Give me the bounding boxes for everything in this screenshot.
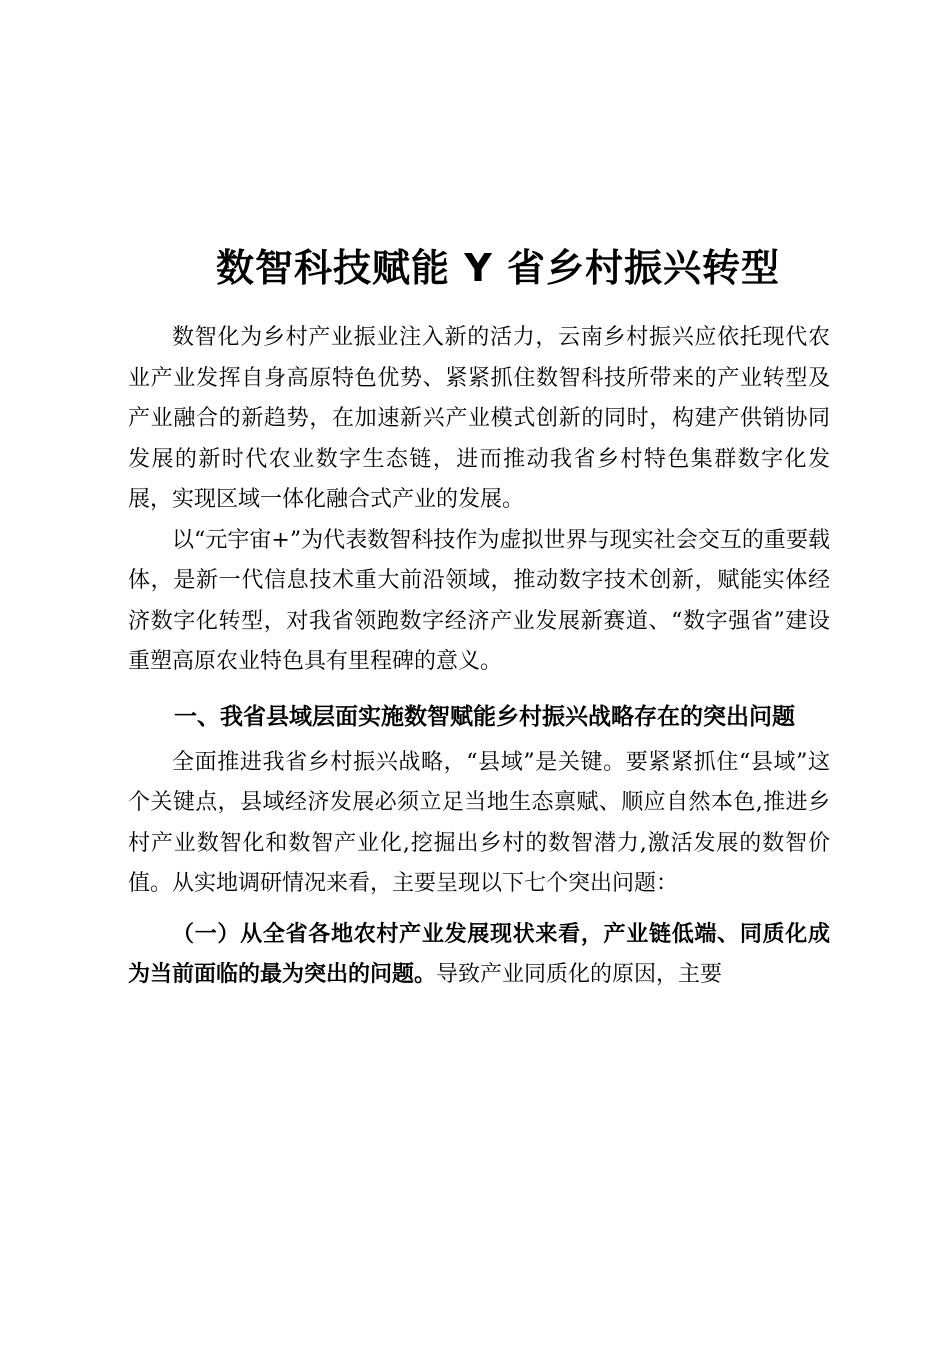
paragraph-intro: 数智化为乡村产业振业注入新的活力，云南乡村振兴应依托现代农业产业发挥自身高原特色优势、紧紧抓住数智科技所带来的产业转型及产业融合的新趋势，在加速新兴产业模式创新的同时，构建产供销协同发展的新时代农业数字生态链，进而推动我省乡村特色集群数字化发展，实现区域一体化融合式产业的发展。 — [128, 325, 830, 512]
paragraph-metaverse: 以“元宇宙+”为代表数智科技作为虚拟世界与现实社会交互的重要载体，是新一代信息技术重大前沿领域，推动数字技术创新，赋能实体经济数字化转型，对我省领跑数字经济产业发展新赛道、“数字强省”建设重塑高原农业特色具有里程碑的意义。 — [128, 527, 830, 674]
document-page — [128, 238, 830, 996]
paragraph-subsection-1 — [128, 915, 830, 996]
paragraph-county: 全面推进我省乡村振兴战略，“县域”是关键。要紧紧抓住“县域”这个关键点，县域经济发展必须立足当地生态禀赋、顺应自然本色,推进乡村产业数智化和数智产业化,挖掘出乡村的数智潜力,激活发展的数智价值。从实地调研情况来看，主要呈现以下七个突出问题： — [128, 749, 830, 896]
subsection-1-text: 导致产业同质化的原因，主要 — [436, 962, 723, 987]
section-heading-1: 一、我省县域层面实施数智赋能乡村振兴战略存在的突出问题 — [174, 703, 795, 730]
subsection-1-lead: （一）从全省各地农村产业发展现状来看，产业链低端、同质化成为当前面临的最为突出的问题。 — [128, 921, 830, 987]
document-title: 数智科技赋能 Y 省乡村振兴转型 — [216, 246, 780, 290]
